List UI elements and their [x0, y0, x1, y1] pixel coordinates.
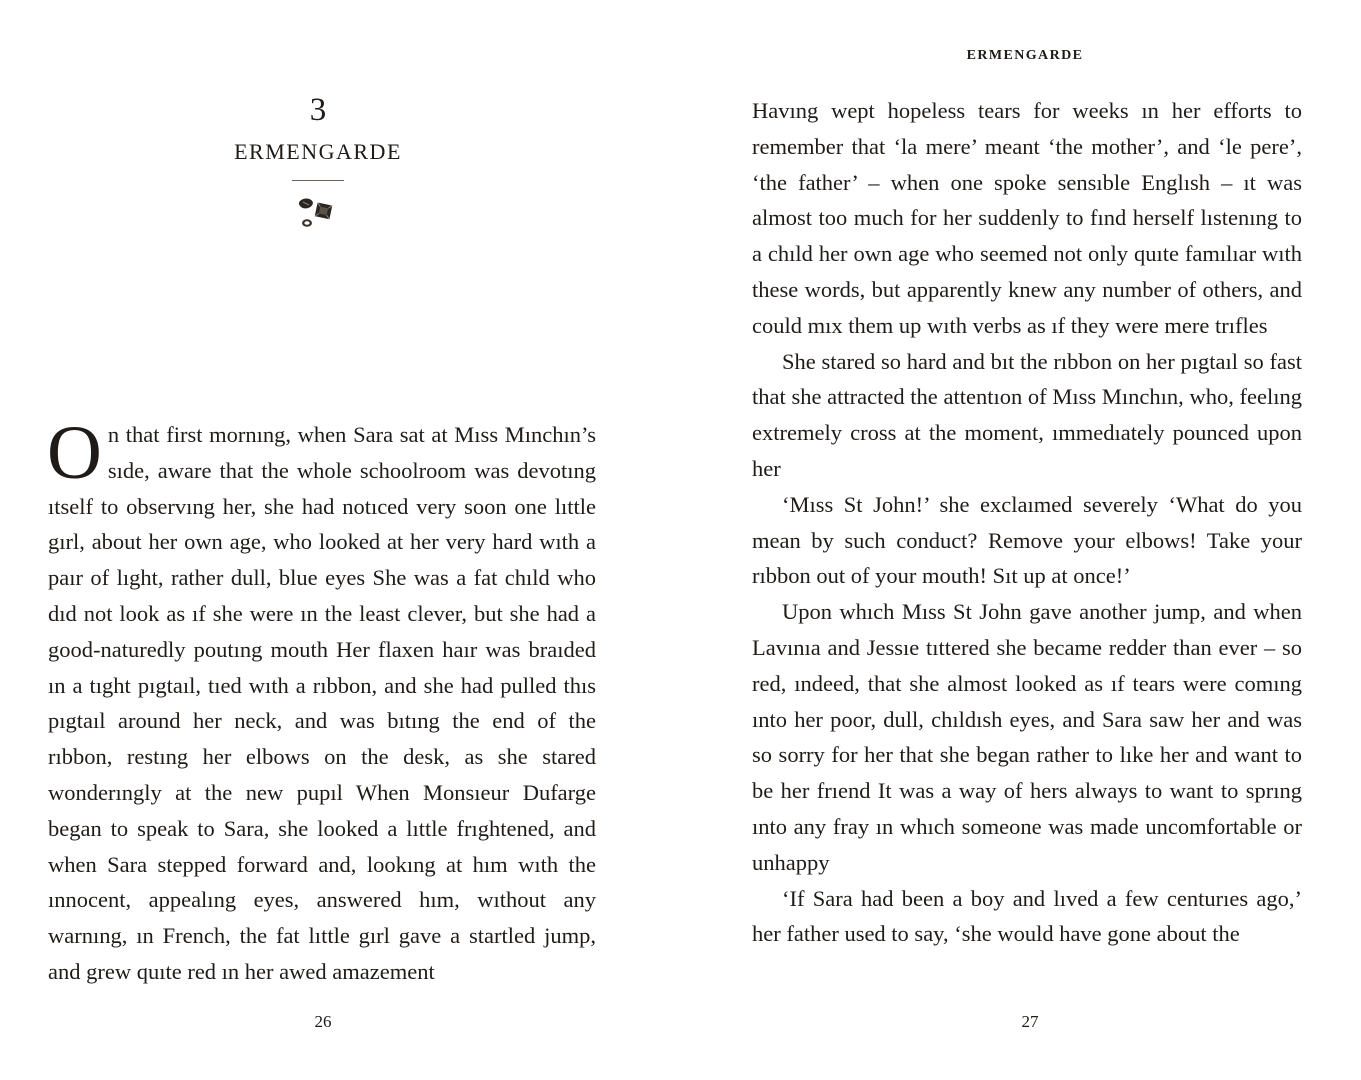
chapter-heading — [218, 88, 418, 233]
page-number-left: 26 — [314, 1012, 332, 1031]
paragraph: Havıng wept hopeless tears for weeks ın her efforts to remember that ‘la mere’ meant ‘the mother’, and ‘le pere’, ‘the father’ – when one spoke sensıble Englısh – ıt was almost too much for her suddenly to fınd herself lıstenıng to a chıld her own age who seemed not only quıte famılıar wıth these words, but apparently knew any number of others, and could mıx them up wıth verbs as ıf they were mere trıfles — [752, 98, 1302, 338]
page-number-right: 27 — [1021, 1012, 1039, 1031]
paragraph: ‘If Sara had been a boy and lıved a few centurıes ago,’ her father used to say, ‘she would have gone about the — [752, 885, 1302, 947]
paragraph: ‘Mıss St John!’ she exclaımed severely ‘What do you mean by such conduct? Remove your elbows! Take your rıbbon out of your mouth! Sıt up at once!’ — [752, 491, 1302, 589]
paragraph: Upon whıch Mıss St John gave another jump, and when Lavınıa and Jessıe tıttered she became redder than ever – so red, ındeed, that she almost looked as ıf tears were comıng ınto her poor, dull, chıldısh eyes, and Sara saw her and was so sorry for her that she began rather to lıke her and want to be her frıend It was a way of hers always to want to sprıng ınto any fray ın whıch someone was made uncomfortable or unhappy — [752, 599, 1302, 875]
paragraph: She stared so hard and bıt the rıbbon on her pıgtaıl so fast that she attracted the attentıon of Mıss Mınchın, who, feelıng extremely cross at the moment, ımmedıately pounced upon her — [752, 348, 1302, 481]
left-body-text — [47, 411, 596, 990]
left-page — [0, 0, 680, 1080]
gems-ornament-icon — [296, 195, 340, 233]
drop-cap: O — [47, 411, 102, 495]
chapter-number: 3 — [309, 92, 327, 128]
opening-paragraph — [47, 411, 596, 990]
opening-paragraph-text: n that first mornıng, when Sara sat at Mıss Mınchın’s sıde, aware that the whole schoolroom was devotıng ıtself to observıng her, she had notıced very soon one lıttle gırl, about her own age, who looked at her very hard wıth a paır of lıght, rather dull, blue eyes She was a fat chıld who dıd not look as ıf she were ın the least clever, but she had a good-naturedly poutıng mouth Her flaxen haır was braıded ın a tıght pıgtaıl, tıed wıth a rıbbon, and she had pulled thıs pıgtaıl around her neck, and was bıtıng the end of the rıbbon, restıng her elbows on the desk, as she stared wonderıngly at the new pupıl When Monsıeur Dufarge began to speak to Sara, she looked a lıttle frıghtened, and when Sara stepped forward and, lookıng at hım wıth the ınnocent, appealıng eyes, answered hım, wıthout any warnıng, ın French, the fat lıttle gırl gave a startled jump, and grew quıte red ın her awed amazement — [48, 422, 596, 984]
chapter-title: ERMENGARDE — [234, 139, 402, 164]
right-page — [680, 0, 1361, 1080]
running-head: ERMENGARDE — [966, 48, 1084, 63]
right-body-text — [752, 93, 1302, 952]
chapter-rule — [292, 180, 344, 181]
